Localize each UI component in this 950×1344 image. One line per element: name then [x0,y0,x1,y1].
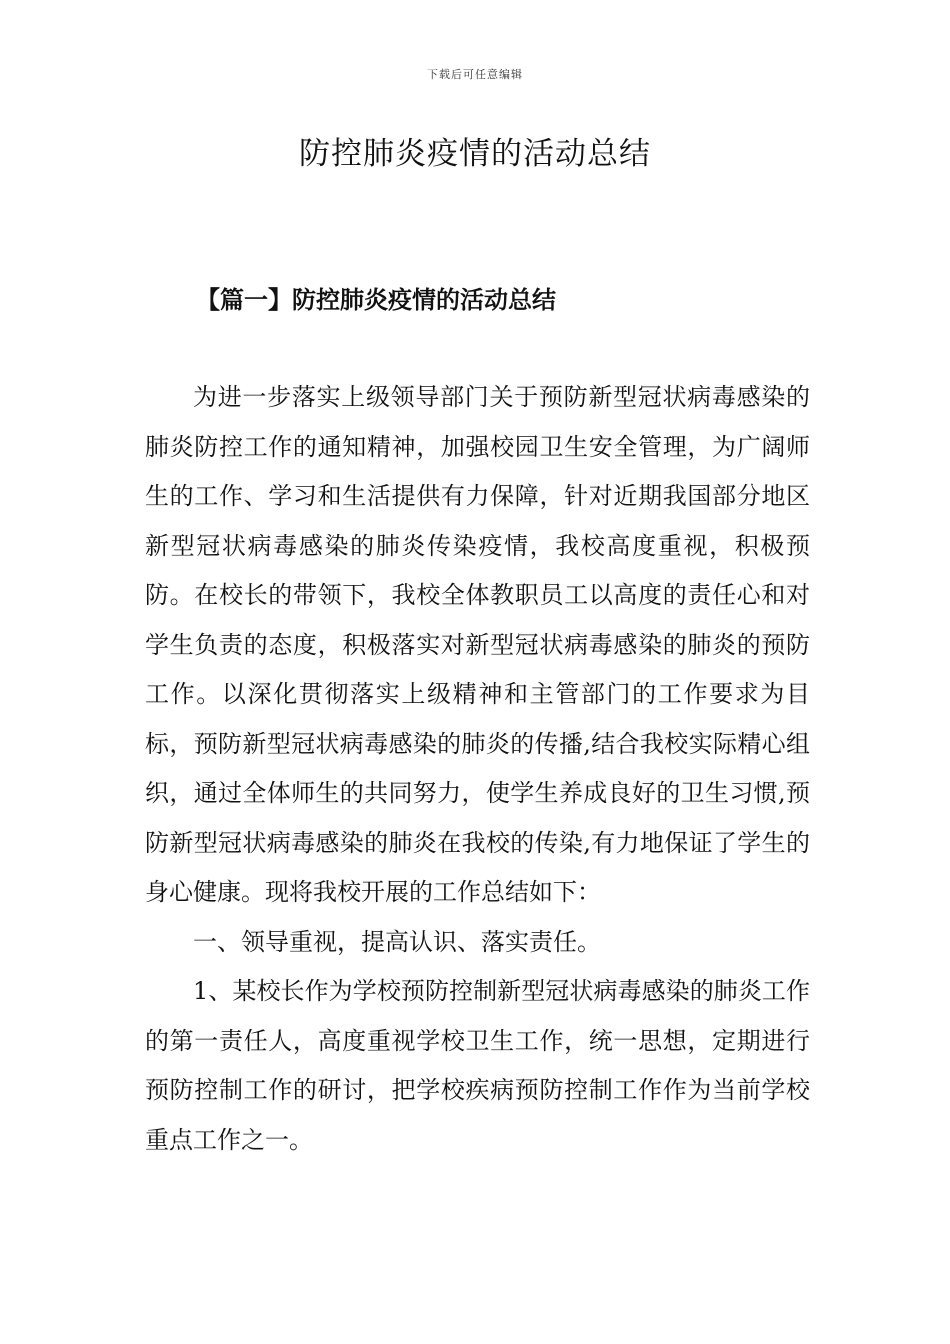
document-title: 防控肺炎疫情的活动总结 [299,136,651,172]
paragraph-heading-one: 一、领导重视，提高认识、落实责任。 [193,927,601,956]
paragraph-intro: 为进一步落实上级领导部门关于预防新型冠状病毒感染的肺炎防控工作的通知精神，加强校园卫生安全管理，为广阔师生的工作、学习和生活提供有力保障，针对近期我国部分地区新型冠状病毒感染的肺炎传染疫情，我校高度重视，积极预防。在校长的带领下，我校全体教职员工以高度的责任心和对学生负责的态度，积极落实对新型冠状病毒感染的肺炎的预防工作。以深化贯彻落实上级精神和主管部门的工作要求为目标，预防新型冠状病毒感染的肺炎的传播,结合我校实际精心组织，通过全体师生的共同努力，使学生养成良好的卫生习惯,预防新型冠状病毒感染的肺炎在我校的传染,有力地保证了学生的身心健康。现将我校开展的工作总结如下： [145,383,810,906]
header-note: 下载后可任意编辑 [427,68,523,81]
section-heading: 【篇一】防控肺炎疫情的活动总结 [196,285,556,314]
paragraph-item-one: 1、某校长作为学校预防控制新型冠状病毒感染的肺炎工作的第一责任人，高度重视学校卫生工作，统一思想，定期进行预防控制工作的研讨，把学校疾病预防控制工作作为当前学校重点工作之一。 [145,977,810,1154]
document-body [145,373,810,1165]
